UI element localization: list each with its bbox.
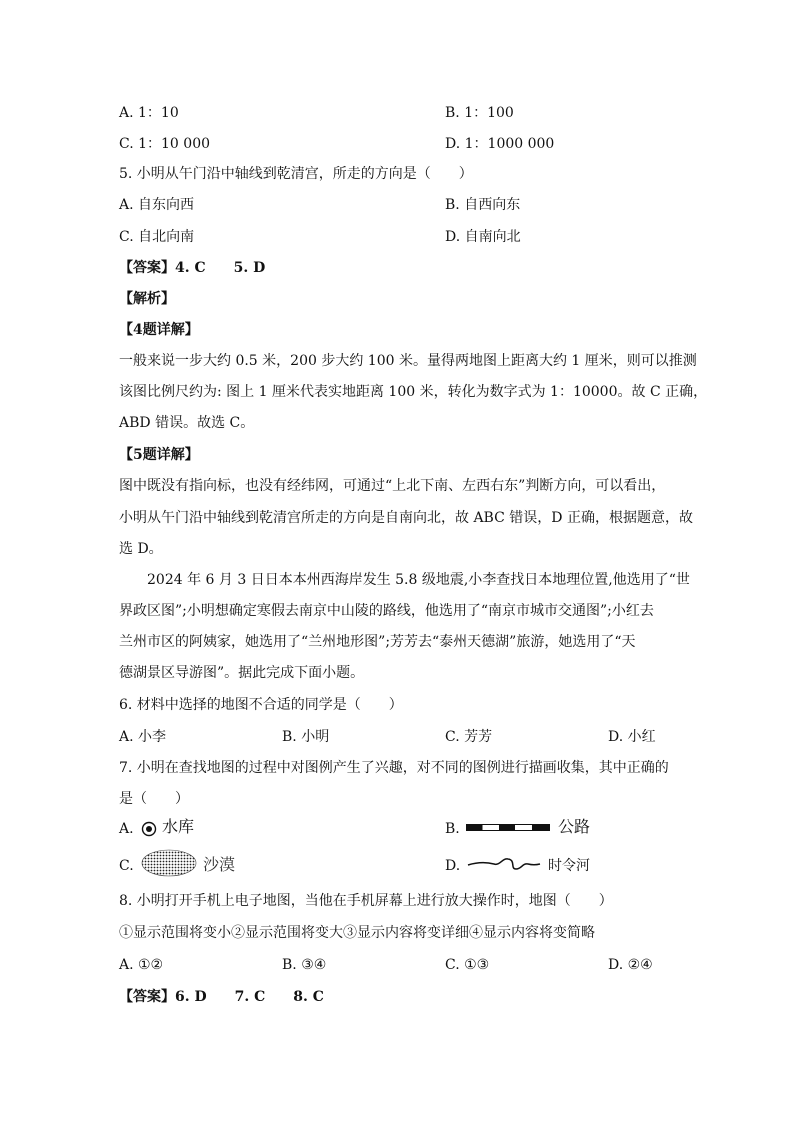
q8-option-b: B. ③④ bbox=[282, 957, 327, 973]
seasonal-river-legend-icon bbox=[466, 854, 542, 874]
q4-detail-line: ABD 错误。故选 C。 bbox=[119, 415, 255, 431]
q4-option-d: D. 1：1000 000 bbox=[445, 136, 555, 152]
material-line: 界政区图”;小明想确定寒假去南京中山陵的路线，他选用了“南京市城市交通图”;小红去 bbox=[119, 603, 654, 619]
q4-option-c: C. 1：10 000 bbox=[119, 136, 211, 152]
q7-option-b-text: 公路 bbox=[558, 817, 591, 836]
q5-option-a: A. 自东向西 bbox=[119, 197, 195, 213]
material-line: 兰州市区的阿姨家，她选用了“兰州地形图”;芳芳去“泰州天德湖”旅游，她选用了“天 bbox=[119, 634, 636, 650]
q4-detail-heading: 【4题详解】 bbox=[119, 322, 199, 338]
q7-option-a bbox=[119, 819, 134, 839]
q5-option-b: B. 自西向东 bbox=[445, 197, 521, 213]
road-legend-icon bbox=[466, 823, 550, 833]
q6-option-a: A. 小李 bbox=[119, 729, 167, 745]
q5-detail-line: 小明从午门沿中轴线到乾清宫所走的方向是自南向北，故 ABC 错误，D 正确，根据题意，故 bbox=[119, 510, 693, 526]
q8-option-c: C. ①③ bbox=[445, 957, 490, 973]
q4-option-a: A. 1：10 bbox=[119, 105, 179, 121]
q7-stem: 7. 小明在查找地图的过程中对图例产生了兴趣，对不同的图例进行描画收集，其中正确的 bbox=[119, 760, 669, 776]
q7-option-c-label: C. bbox=[119, 858, 134, 874]
q8-stem: 8. 小明打开手机上电子地图，当他在手机屏幕上进行放大操作时，地图（ ） bbox=[119, 893, 613, 909]
material-line: 2024 年 6 月 3 日日本本州西海岸发生 5.8 级地震,小李查找日本地理位置,他选用了“世 bbox=[147, 572, 690, 588]
q4-detail-line: 该图比例尺约为: 图上 1 厘米代表实地距离 100 米，转化为数字式为 1：10000。故 C 正确， bbox=[119, 384, 708, 400]
q5-option-c: C. 自北向南 bbox=[119, 229, 195, 245]
q5-detail-heading: 【5题详解】 bbox=[119, 447, 199, 463]
q8-statements: ①显示范围将变小②显示范围将变大③显示内容将变详细④显示内容将变简略 bbox=[119, 925, 595, 941]
q5-detail-line: 图中既没有指向标，也没有经纬网，可通过“上北下南、左西右东”判断方向，可以看出， bbox=[119, 478, 666, 494]
q5-option-d: D. 自南向北 bbox=[445, 229, 521, 245]
analysis-heading: 【解析】 bbox=[119, 291, 175, 307]
q7-option-a-text: 水库 bbox=[162, 817, 195, 836]
q7-option-a-label: A. bbox=[119, 821, 134, 837]
q7-option-c-text: 沙漠 bbox=[203, 855, 236, 874]
q8-option-d: D. ②④ bbox=[608, 957, 653, 973]
q4-detail-line: 一般来说一步大约 0.5 米，200 步大约 100 米。量得两地图上距离大约 1 厘米，则可以推测 bbox=[119, 353, 697, 369]
q7-stem-cont: 是（ ） bbox=[119, 791, 189, 807]
material-line: 德湖景区导游图”。据此完成下面小题。 bbox=[119, 665, 365, 681]
desert-legend-icon bbox=[141, 848, 197, 878]
q5-detail-line: 选 D。 bbox=[119, 541, 163, 557]
answer-6-8: 【答案】6. D 7. C 8. C bbox=[119, 989, 324, 1005]
q8-option-a: A. ①② bbox=[119, 957, 164, 973]
q4-option-b: B. 1：100 bbox=[445, 105, 514, 121]
q6-option-c: C. 芳芳 bbox=[445, 729, 493, 745]
q7-option-d-label: D. bbox=[445, 858, 461, 874]
q6-option-d: D. 小红 bbox=[608, 729, 656, 745]
answer-4-5: 【答案】4. C 5. D bbox=[119, 260, 266, 276]
reservoir-legend-icon bbox=[141, 821, 157, 837]
q6-option-b: B. 小明 bbox=[282, 729, 330, 745]
q7-option-d-text: 时令河 bbox=[548, 858, 590, 874]
q6-stem: 6. 材料中选择的地图不合适的同学是（ ） bbox=[119, 697, 403, 713]
q7-option-b-label: B. bbox=[445, 821, 460, 837]
q5-stem: 5. 小明从午门沿中轴线到乾清宫，所走的方向是（ ） bbox=[119, 166, 473, 182]
